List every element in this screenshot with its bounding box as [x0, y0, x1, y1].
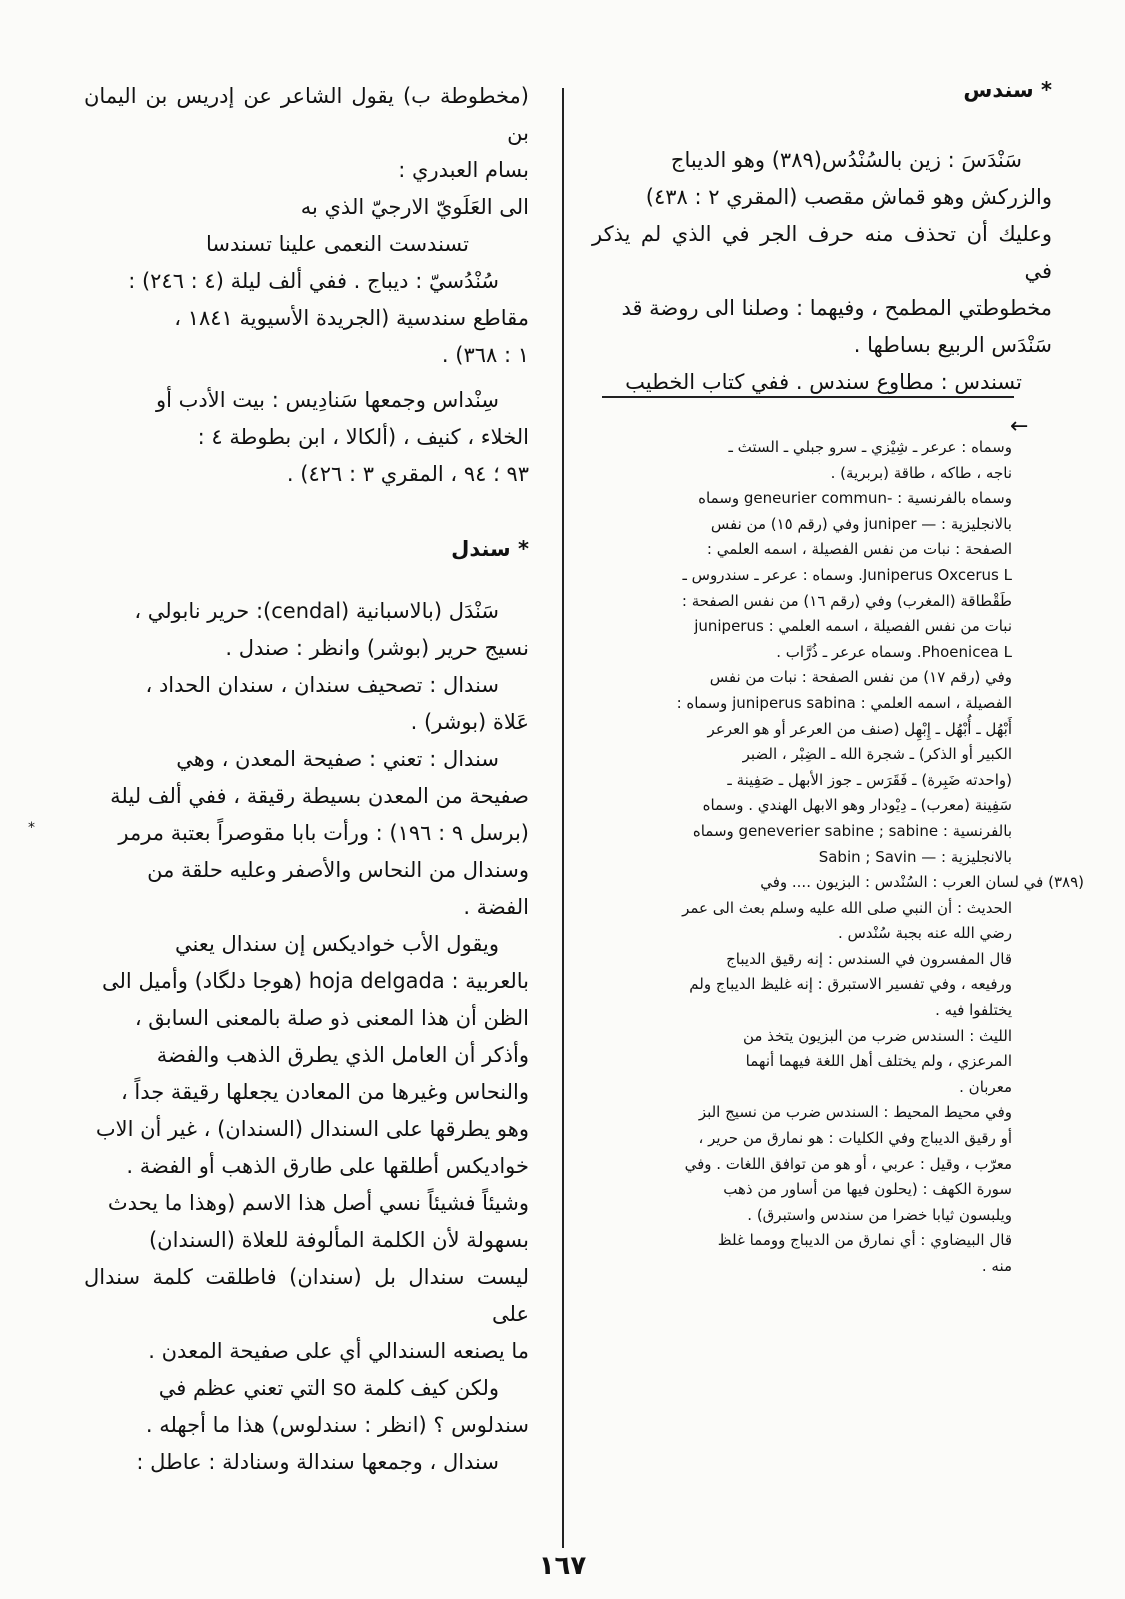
- text-line: عَلاة (بوشر) .: [410, 710, 529, 734]
- poem-intro: [84, 78, 529, 263]
- entry-heading-sundus: * سندس: [963, 78, 1052, 102]
- right-column: [592, 78, 1084, 1280]
- entry-sindas: [84, 382, 529, 493]
- footnote-line: الحديث : أن النبي صلى الله عليه وسلم بعث الى عمر: [682, 898, 1012, 917]
- text-line: سَنْدَس الربيع بساطها .: [853, 333, 1052, 357]
- footnote-line: منه .: [981, 1257, 1012, 1275]
- footnote-line: بالفرنسية : geneverier sabine ; sabine وسماه: [692, 821, 1012, 840]
- entry-sundusi: [84, 263, 529, 374]
- text-line: صفيحة من المعدن بسيطة رقيقة ، ففي ألف ليلة: [110, 784, 529, 808]
- text-line: الفضة .: [463, 895, 529, 919]
- text-line: مخطوطتي المطمح ، وفيهما : وصلنا الى روضة قد: [621, 296, 1052, 320]
- text-line: الخلاء ، كنيف ، (ألكالا ، ابن بطوطة ٤ :: [197, 425, 529, 449]
- text-line: خواديكس أطلقها على طارق الذهب أو الفضة .: [126, 1154, 529, 1178]
- text-line: ويقول الأب خواديكس إن سندال يعني: [174, 932, 499, 956]
- text-line: سَنْدَل (بالاسبانية (cendal): حرير نابولي ،: [134, 599, 499, 623]
- footnote-line: (٣٨٩) في لسان العرب : السُنْدس : البزيون .... وفي: [760, 873, 1084, 892]
- text-line: سندال : تصحيف سندان ، سندان الحداد ،: [145, 673, 499, 697]
- left-column: [84, 78, 529, 1481]
- footnote-line: قال المفسرون في السندس : إنه رقيق الديباج: [726, 949, 1012, 968]
- footnote-line: أَبْهُل ـ أُبْهُل ـ إِبْهِل (صنف من العرعر أو هو العرعر: [707, 719, 1012, 738]
- text-line: وهو يطرقها على السندال (السندان) ، غير أن الاب: [95, 1117, 529, 1141]
- footnote-line: الكبير أو الذكر) ـ شجرة الله ـ الضِبْر ، الضبر: [742, 745, 1012, 764]
- footnote-line: الفصيلة ، اسمه العلمي : juniperus sabina وسماه :: [676, 693, 1012, 712]
- footnote-line: سورة الكهف : (يحلون فيها من أساور من ذهب: [723, 1180, 1012, 1199]
- footnote-line: ويلبسون ثيابا خضرا من سندس واستبرق) .: [747, 1205, 1012, 1224]
- footnote-line: طَقْطاقة (المغرب) وفي (رقم ١٦) من نفس الصفحة :: [681, 591, 1012, 610]
- text-line: بسهولة لأن الكلمة المألوفة للعلاة (السندان): [148, 1228, 529, 1252]
- footnote-line: ورفيعه ، وفي تفسير الاستبرق : إنه غليظ الديباج ولم: [689, 975, 1012, 994]
- entry-sundus-body: [592, 142, 1052, 179]
- text-line: سُنْدُسيّ : ديباج . ففي ألف ليلة (٤ : ٢٤٦) :: [128, 269, 499, 293]
- text-line: نسيج حرير (بوشر) وانظر : صندل .: [225, 636, 529, 660]
- text-line: ولكن كيف كلمة so التي تعني عظم في: [158, 1376, 499, 1400]
- text-line: بالعربية : hoja delgada (هوجا دلگاد) وأميل الى: [102, 969, 529, 993]
- text-line: تسندس : مطاوع سندس . ففي كتاب الخطيب: [625, 370, 1022, 394]
- footnote-line: يختلفوا فيه .: [935, 1001, 1012, 1020]
- footnote-line: قال البيضاوي : أي نمارق من الديباج وومما غلظ: [717, 1231, 1012, 1250]
- footnote-line: وسماه : عرعر ـ شِيْزي ـ سرو جبلي ـ الستث ـ: [728, 438, 1012, 456]
- verse-line: الى العَلَويّ الارجيّ الذي به: [300, 195, 529, 219]
- text-line: ليست سندال بل (سندان) فاطلقت كلمة سندال على: [84, 1265, 529, 1326]
- footnote-line: سَفِينة (معرب) ـ دِيْودار وهو الابهل الهندي . وسماه: [702, 796, 1012, 815]
- footnote-line: Phoenicea L. وسماه عرعر ـ ذُرَّاب .: [776, 642, 1012, 661]
- text-line: سندال : تعني : صفيحة المعدن ، وهي: [176, 747, 499, 771]
- footnotes: [592, 435, 1052, 870]
- footnote-line: الصفحة : نبات من نفس الفصيلة ، اسمه العلمي :: [706, 540, 1012, 559]
- entry-sundus-body-cont: [592, 179, 1052, 401]
- text-line: وشيئاً فشيئاً نسي أصل هذا الاسم (وهذا ما يحدث: [107, 1191, 529, 1215]
- text-line: وسندال من النحاس والأصفر وعليه حلقة من: [147, 858, 529, 882]
- text-line: مقاطع سندسية (الجريدة الأسيوية ١٨٤١ ،: [174, 306, 529, 330]
- footnote-line: Juniperus Oxcerus L. وسماه : عرعر ـ سندروس ـ: [682, 565, 1012, 584]
- footnote-line: بالانجليزية : — juniper وفي (رقم ١٥) من نفس: [710, 514, 1012, 533]
- footnote-line: معربان .: [959, 1077, 1012, 1096]
- footnote-continuation: [592, 947, 1052, 1280]
- footnote-line: (واحدته ضَبِرة) ـ فَقَرَس ـ جوز الأبهل ـ صَفِينة ـ: [727, 770, 1012, 789]
- page-number: ١٦٧: [538, 1551, 587, 1581]
- text-line: وأذكر أن العامل الذي يطرق الذهب والفضة: [156, 1043, 529, 1067]
- footnote-line: وفي (رقم ١٧) من نفس الصفحة : نبات من نفس: [709, 668, 1012, 687]
- column-divider: [562, 88, 564, 1548]
- footnote-line: أو رقيق الديباج وفي الكليات : هو نمارق من حرير ،: [698, 1129, 1012, 1148]
- text-line: ما يصنعه السندالي أي على صفيحة المعدن .: [148, 1339, 529, 1363]
- footnote-line: رضي الله عنه بجبة سُنْدس .: [837, 924, 1012, 943]
- text-line: سِنْداس وجمعها سَنادِيس : بيت الأدب أو: [155, 388, 499, 412]
- text-line: (مخطوطة ب) يقول الشاعر عن إدريس بن اليمان بن: [84, 84, 529, 145]
- footnote-line: المرعزي ، ولم يختلف أهل اللغة فيهما أنهما: [745, 1052, 1012, 1071]
- text-line: ٩٣ ؛ ٩٤ ، المقري ٣ : ٤٢٦) .: [286, 462, 529, 486]
- footnote-line: الليث : السندس ضرب من البزيون يتخذ من: [743, 1026, 1012, 1045]
- text-line: والنحاس وغيرها من المعادن يجعلها رقيقة جداً ،: [120, 1080, 529, 1104]
- left-arrow-icon: ←: [1010, 414, 1029, 439]
- text-line: سندال ، وجمعها سندالة وسنادلة : عاطل :: [136, 1450, 499, 1474]
- footnote-line: نبات من نفس الفصيلة ، اسمه العلمي : juniperus: [694, 617, 1012, 636]
- entry-heading-sandal: * سندل: [451, 537, 529, 561]
- verse-line: تسندست النعمى علينا تسندسا: [205, 232, 469, 256]
- footnote-line: بالانجليزية : — Sabin ; Savin: [818, 847, 1012, 866]
- footnote-389: [592, 870, 1084, 947]
- text-line: سندلوس ؟ (انظر : سندلوس) هذا ما أجهله .: [145, 1413, 529, 1437]
- text-line: بسام العبدري :: [398, 158, 529, 182]
- text-line: (برسل ٩ : ١٩٦) : ورأت بابا مقوصراً بعتبة مرمر: [118, 821, 529, 845]
- text-line: الظن أن هذا المعنى ذو صلة بالمعنى السابق ،: [134, 1006, 529, 1030]
- footnote-line: وفي محيط المحيط : السندس ضرب من نسيج البز: [698, 1103, 1012, 1122]
- footnote-line: ناجه ، طاكه ، طاقة (بربرية) .: [830, 463, 1012, 482]
- margin-mark: *: [28, 820, 35, 836]
- text-line: ١ : ٣٦٨) .: [441, 343, 529, 367]
- footnote-line: معرّب ، وقيل : عربي ، أو هو من توافق اللغات . وفي: [684, 1154, 1012, 1173]
- footnote-line: وسماه بالفرنسية : -geneurier commun وسماه: [698, 489, 1012, 508]
- entry-sandal: [84, 593, 529, 1481]
- text-line: وعليك أن تحذف منه حرف الجر في الذي لم يذكر في: [592, 222, 1052, 283]
- text-line: سَنْدَسَ : زين بالسُنْدُس(٣٨٩) وهو الديباج: [670, 148, 1022, 172]
- text-line: والزركش وهو قماش مقصب (المقري ٢ : ٤٣٨): [645, 185, 1052, 209]
